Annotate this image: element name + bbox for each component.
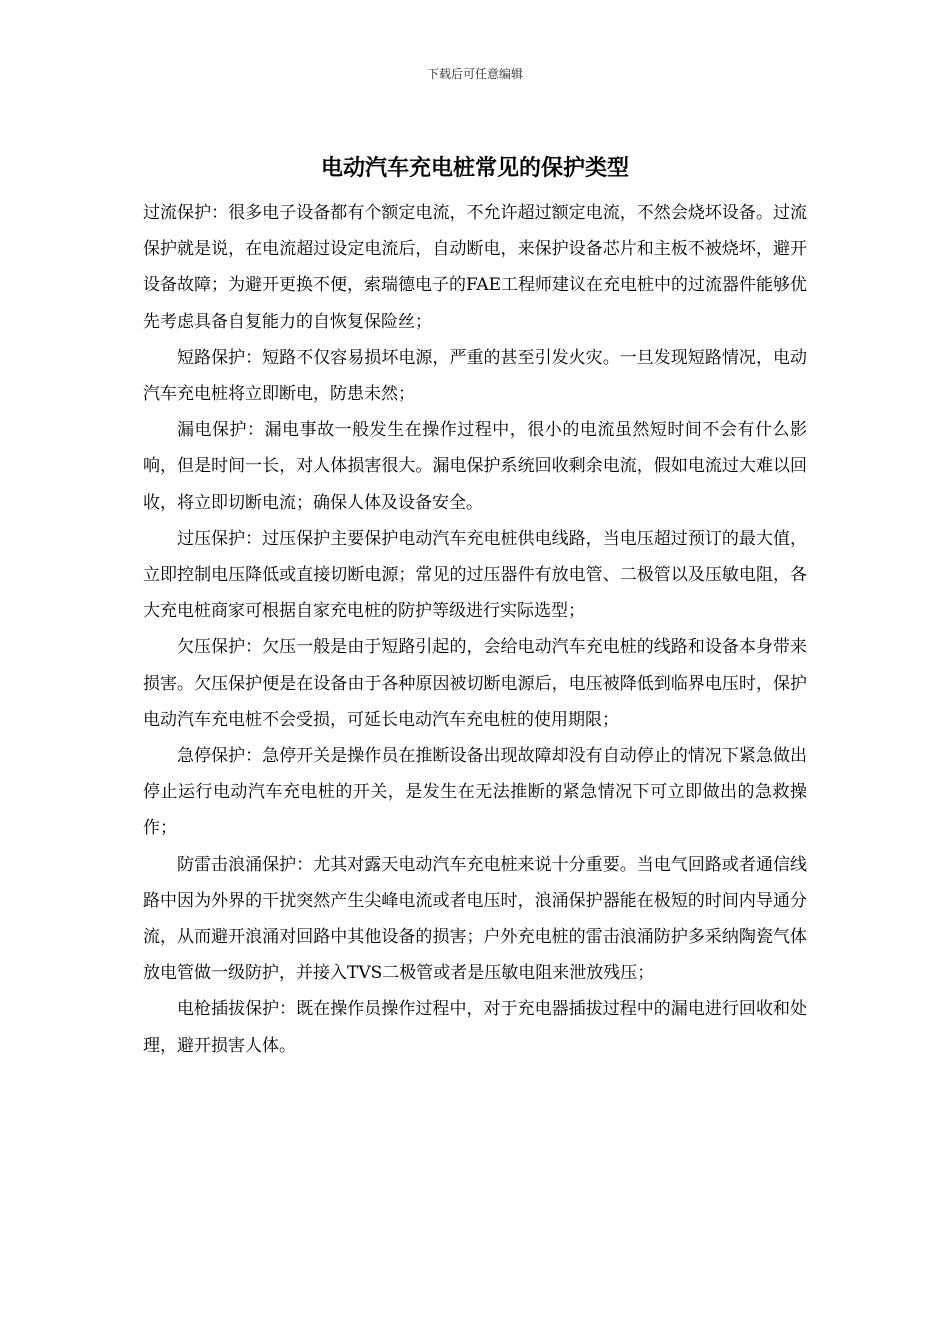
paragraph-leakage-protection: 漏电保护：漏电事故一般发生在操作过程中，很小的电流虽然短时间不会有什么影响，但是时间一长，对人体损害很大。漏电保护系统回收剩余电流，假如电流过大难以回收，将立即切断电流；确保人体及设备安全。 [143,420,807,513]
paragraph-undervoltage-protection: 欠压保护：欠压一般是由于短路引起的，会给电动汽车充电桩的线路和设备本身带来损害。欠压保护便是在设备由于各种原因被切断电源后，电压被降低到临界电压时，保护电动汽车充电桩不会受损，可延长电动汽车充电桩的使用期限； [143,637,807,730]
header-note: 下载后可任意编辑 [426,67,523,81]
document-body [143,195,807,1064]
paragraph-emergency-stop-protection: 急停保护：急停开关是操作员在推断设备出现故障却没有自动停止的情况下紧急做出停止运行电动汽车充电桩的开关，是发生在无法推断的紧急情况下可立即做出的急救操作； [143,746,807,839]
paragraph-short-circuit-protection: 短路保护：短路不仅容易损坏电源，严重的甚至引发火灾。一旦发现短路情况，电动汽车充电桩将立即断电，防患未然； [143,347,807,405]
paragraph-overvoltage-protection: 过压保护：过压保护主要保护电动汽车充电桩供电线路，当电压超过预订的最大值，立即控制电压降低或直接切断电源；常见的过压器件有放电管、二极管以及压敏电阻，各大充电桩商家可根据自家充电桩的防护等级进行实际选型； [143,528,807,622]
paragraph-overcurrent-protection: 过流保护：很多电子设备都有个额定电流，不允许超过额定电流，不然会烧坏设备。过流保护就是说，在电流超过设定电流后，自动断电，来保护设备芯片和主板不被烧坏，避开设备故障；为避开更换不便，索瑞德电子的FAE工程师建议在充电桩中的过流器件能够优先考虑具备自复能力的自恢复保险丝； [143,203,808,332]
paragraph-plug-unplug-protection: 电枪插拔保护：既在操作员操作过程中，对于充电器插拔过程中的漏电进行回收和处理，避开损害人体。 [143,999,807,1056]
paragraph-lightning-surge-protection: 防雷击浪涌保护：尤其对露天电动汽车充电桩来说十分重要。当电气回路或者通信线路中因为外界的干扰突然产生尖峰电流或者电压时，浪涌保护器能在极短的时间内导通分流，从而避开浪涌对回路中其他设备的损害；户外充电桩的雷击浪涌防护多采纳陶瓷气体放电管做一级防护，并接入TVS二极管或者是压敏电阻来泄放残压； [143,854,807,984]
document-title: 电动汽车充电桩常见的保护类型 [320,156,629,181]
